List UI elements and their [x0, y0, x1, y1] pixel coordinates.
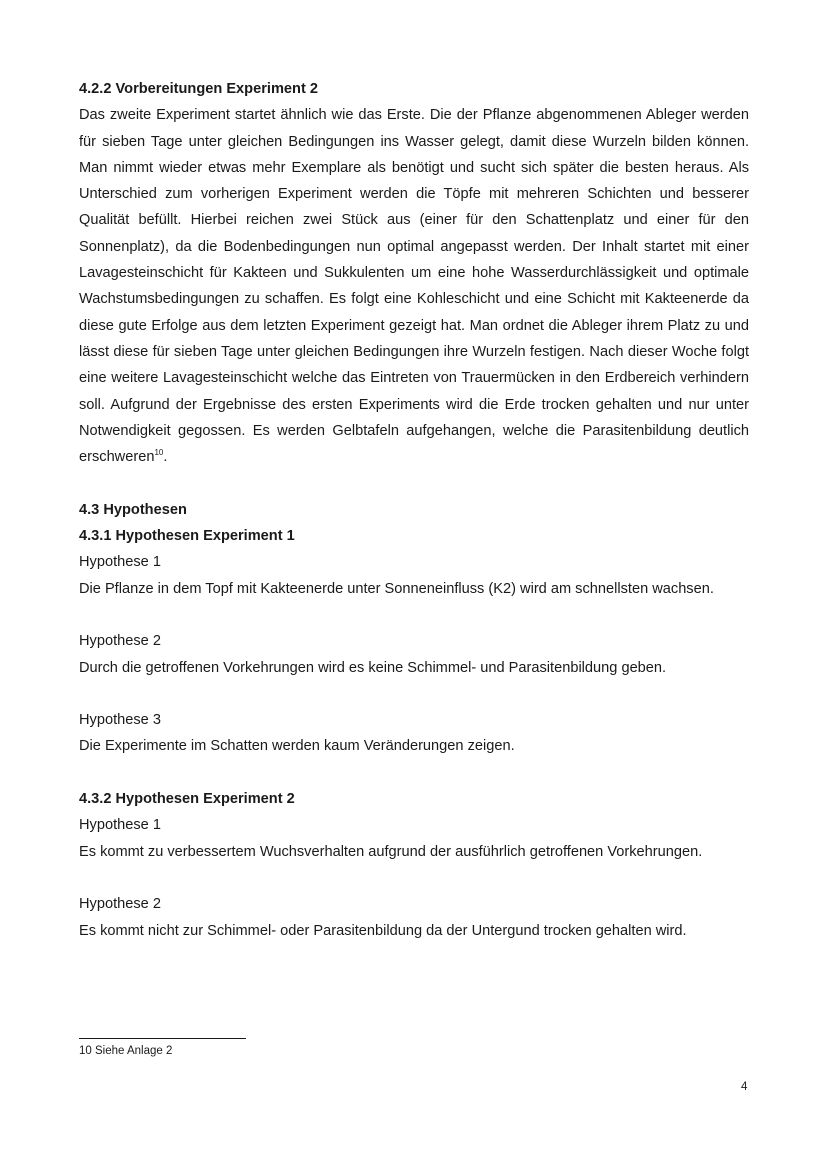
section-paragraph-4-2-2	[79, 102, 749, 470]
paragraph-text: Das zweite Experiment startet ähnlich wie das Erste. Die der Pflanze abgenommenen Ableger werden für sieben Tage unter gleichen Bedingungen ins Wasser gelegt, damit diese Wurzeln bilden können. Man nimmt wieder etwas mehr Exemplare als benötigt und sucht sich später die besten heraus. Als Unterschied zum vorherigen Experiment werden die Töpfe mit mehreren Schichten und besserer Qualität befüllt. Hierbei reichen zwei Stück aus (einer für den Schattenplatz und einer für den Sonnenplatz), da die Bodenbedingungen nun optimal angepasst werden. Der Inhalt startet mit einer Lavagesteinschicht für Kakteen und Sukkulenten um eine hohe Wasserdurchlässigkeit und optimale Wachstumsbedingungen zu schaffen. Es folgt eine Kohleschicht und eine Schicht mit Kakteenerde da diese gute Erfolge aus dem letzten Experiment gezeigt hat. Man ordnet die Ableger ihrem Platz zu und lässt diese für sieben Tage unter gleichen Bedingungen ihre Wurzeln festigen. Nach dieser Woche folgt eine weitere Lavagesteinschicht welche das Eintreten von Trauermücken in den Erdbereich verhindern soll. Aufgrund der Ergebnisse des ersten Experiments wird die Erde trocken gehalten und nur unter Notwendigkeit gegossen. Es werden Gelbtafeln aufgehangen, welche die Parasitenbildung deutlich erschweren	[79, 107, 749, 466]
hypothesis-text: Die Pflanze in dem Topf mit Kakteenerde unter Sonneneinfluss (K2) wird am schnellsten wachsen.	[79, 580, 714, 597]
hypothesis-label: Hypothese 3	[79, 712, 161, 729]
section-heading-4-3-1: 4.3.1 Hypothesen Experiment 1	[79, 528, 295, 545]
page-number: 4	[741, 1081, 748, 1093]
hypothesis-text: Die Experimente im Schatten werden kaum Veränderungen zeigen.	[79, 738, 515, 755]
hypothesis-text: Durch die getroffenen Vorkehrungen wird es keine Schimmel- und Parasitenbildung geben.	[79, 659, 667, 676]
paragraph-end-punctuation: .	[163, 449, 168, 466]
hypothesis-label: Hypothese 1	[79, 817, 161, 834]
section-heading-4-3: 4.3 Hypothesen	[79, 501, 187, 518]
footnote-text: 10 Siehe Anlage 2	[79, 1045, 173, 1057]
hypothesis-label: Hypothese 2	[79, 633, 161, 650]
section-heading-4-2-2: 4.2.2 Vorbereitungen Experiment 2	[79, 81, 318, 97]
section-heading-4-3-2: 4.3.2 Hypothesen Experiment 2	[79, 791, 295, 808]
hypothesis-label: Hypothese 2	[79, 896, 161, 913]
page-content	[79, 76, 749, 944]
hypothesis-text: Es kommt zu verbessertem Wuchsverhalten aufgrund der ausführlich getroffenen Vorkehrungen.	[79, 843, 703, 860]
hypothesis-text: Es kommt nicht zur Schimmel- oder Parasitenbildung da der Untergund trocken gehalten wird.	[79, 922, 687, 939]
hypothesis-label: Hypothese 1	[79, 554, 161, 571]
footnote-reference[interactable]: 10	[154, 448, 164, 458]
footnote-divider	[79, 1038, 246, 1039]
